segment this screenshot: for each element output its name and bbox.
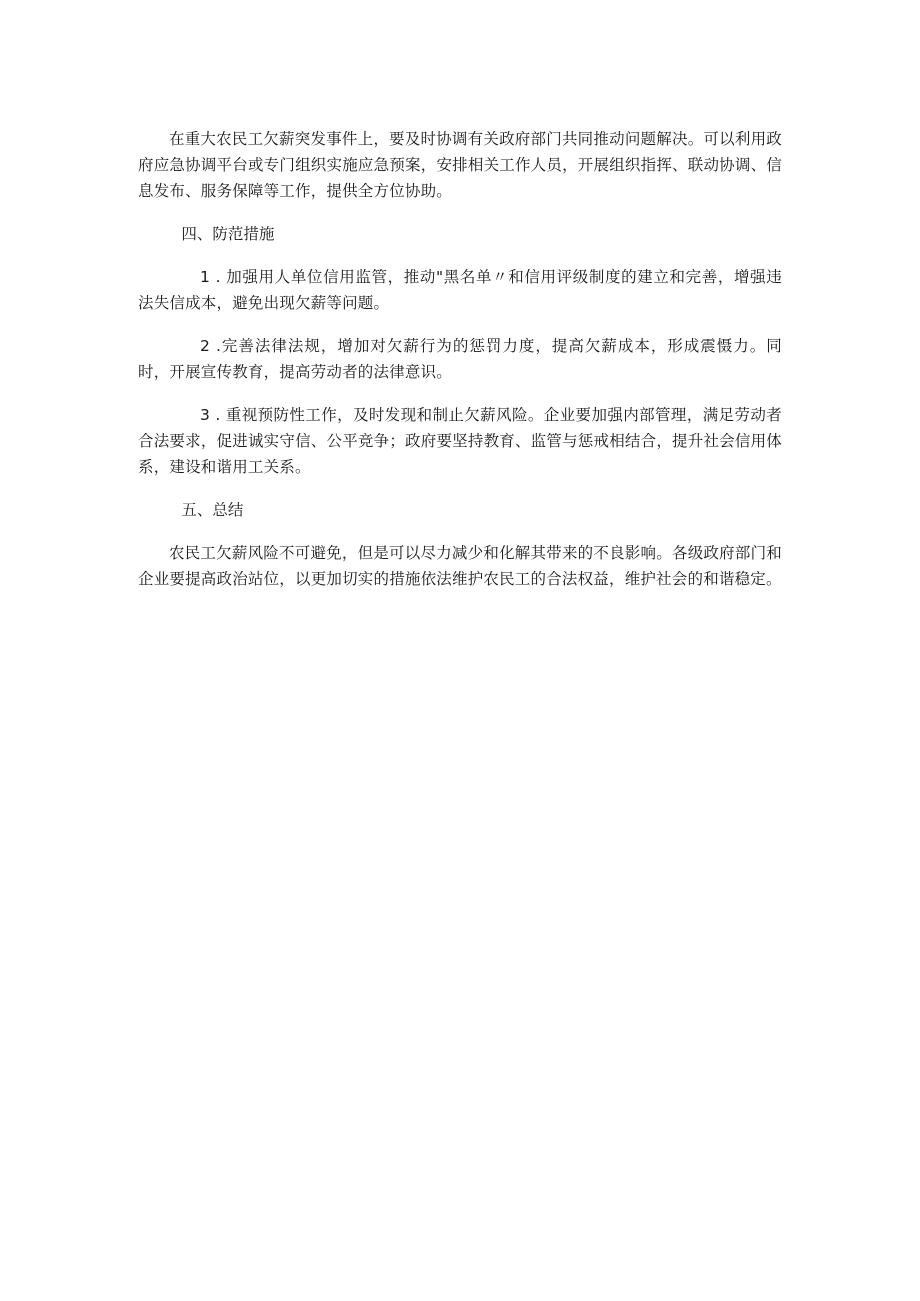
section-heading-summary: 五、总结 bbox=[181, 501, 244, 519]
paragraph-emergency-coordination: 在重大农民工欠薪突发事件上，要及时协调有关政府部门共同推动问题解决。可以利用政府应急协调平台或专门组织实施应急预案，安排相关工作人员，开展组织指挥、联动协调、信息发布、服务保障等工作，提供全方位协助。 bbox=[138, 130, 782, 200]
measure-number: 1 bbox=[200, 268, 211, 286]
measure-item-3 bbox=[138, 402, 782, 480]
measure-text: . 重视预防性工作，及时发现和制止欠薪风险。企业要加强内部管理，满足劳动者合法要求，促进诚实守信、公平竞争；政府要坚持教育、监管与惩戒相结合，提升社会信用体系，建设和谐用工关系。 bbox=[138, 406, 782, 476]
measure-item-2 bbox=[138, 333, 782, 385]
measure-text: . 加强用人单位信用监管，推动"黑名单〃和信用评级制度的建立和完善，增强违法失信成本，避免出现欠薪等问题。 bbox=[138, 268, 782, 312]
measure-item-1 bbox=[138, 264, 782, 316]
section-heading-prevention: 四、防范措施 bbox=[181, 225, 275, 243]
paragraph-summary: 农民工欠薪风险不可避免，但是可以尽力减少和化解其带来的不良影响。各级政府部门和企业要提高政治站位，以更加切实的措施依法维护农民工的合法权益，维护社会的和谐稳定。 bbox=[138, 544, 782, 588]
measure-text: .完善法律法规，增加对欠薪行为的惩罚力度，提高欠薪成本，形成震慑力。同时，开展宣传教育，提高劳动者的法律意识。 bbox=[138, 337, 782, 381]
measure-number: 3 bbox=[200, 406, 211, 424]
measure-number: 2 bbox=[200, 337, 211, 355]
document-page bbox=[138, 126, 782, 609]
